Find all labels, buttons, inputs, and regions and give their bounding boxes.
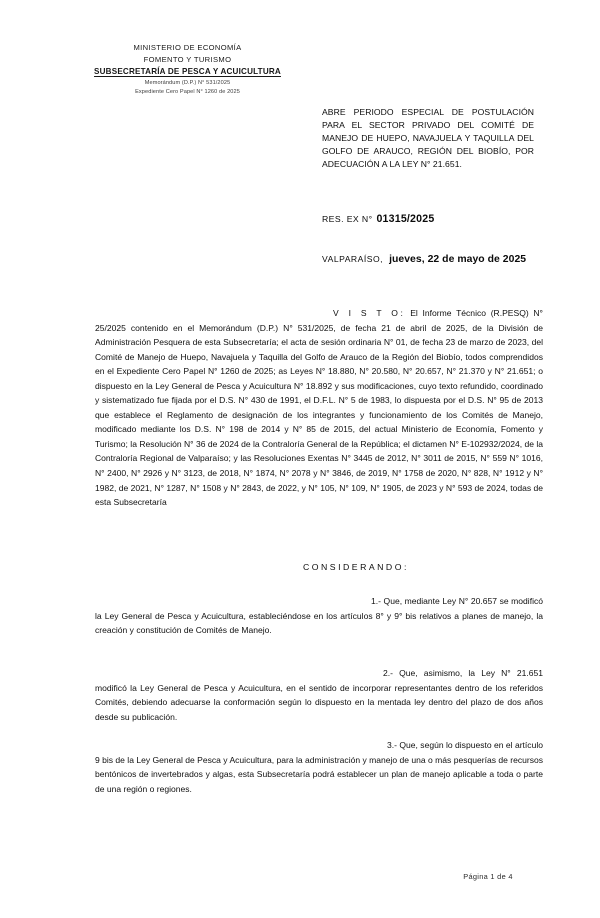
issue-date: jueves, 22 de mayo de 2025 — [389, 254, 527, 265]
considerando-item-1 — [95, 594, 543, 638]
considerando-heading: CONSIDERANDO: — [303, 562, 409, 572]
page-footer — [0, 872, 600, 881]
resolution-label: RES. EX N° — [322, 214, 373, 224]
visto-text: El Informe Técnico (R.PESQ) N° 25/2025 contenido en el Memorándum (D.P.) N° 531/2025, de fecha 21 de abril de 2025, de la División de Administración Pesquera de esta Subsecretaría; el acta de sesión ordinaria N° 01, de fecha 23 de marzo de 2023, del Comité de Manejo de Huepo, Navajuela y Taquilla del Golfo de Arauco de la Región del Biobío, todos comprendidos en el Expediente Cero Papel N° 1260 de 2025; as Leyes N° 18.880, N° 20.580, N° 20.657, N° 21.370 y N° 21.651; o dispuesto en la Ley General de Pesca y Acuicultura N° 18.892 y sus modificaciones, cuyo texto refundido, coordinado y sistematizado fue fijada por el D.S. N° 430 de 1991, el D.F.L. N° 5 de 1983, lo dispuesta por el D.S. N° 95 de 2013 que establece el Reglamento de designación de los integrantes y funcionamiento de los Comités de Manejo, modificado mediante los D.S. N° 198 de 2014 y N° 85 de 2015, del actual Ministerio de Economía, Fomento y Turismo; la Resolución N° 36 de 2024 de la Contraloría General de la República; el dictamen N° E-102932/2024, de la Contraloría Regional de Valparaíso; y las Resoluciones Exentas N° 3445 de 2012, N° 3011 de 2015, N° 559 N° 1016, N° 2400, N° 2926 y N° 3123, de 2018, N° 1874, N° 2078 y N° 3846, de 2019, N° 1758 de 2020, N° 828, N° 1912 y N° 1982, de 2021, N° 1287, N° 1508 y N° 2843, de 2022, y N° 105, N° 109, N° 1905, de 2023 y N° 593 de 2024, todas de esta Subsecretaría — [95, 308, 543, 508]
subject-block: ABRE PERIODO ESPECIAL DE POSTULACIÓN PARA EL SECTOR PRIVADO DEL COMITÉ DE MANEJO DE HUEPO, NAVAJUELA Y TAQUILLA DEL GOLFO DE ARAUCO, REGIÓN DEL BIOBÍO, POR ADECUACIÓN A LA LEY N° 21.651. — [322, 107, 534, 170]
letterhead — [70, 42, 305, 96]
considerando-3-number: 3.- — [387, 740, 397, 750]
ministry-line-2: FOMENTO Y TURISMO — [143, 54, 232, 64]
considerando-3-text: Que, según lo dispuesto en el artículo 9 bis de la Ley General de Pesca y Acuicultura, para la administración y manejo de una o más pesquerías de recursos bentónicos de invertebrados y algas, esta Subsecretaría podrá establecer un plan de manejo aplicable a toda o parte de una región o regiones. — [95, 740, 544, 794]
agency-name: SUBSECRETARÍA DE PESCA Y ACUICULTURA — [94, 66, 281, 76]
considerando-item-3 — [95, 738, 543, 796]
considerando-1-text: Que, mediante Ley N° 20.657 se modificó la Ley General de Pesca y Acuicultura, estableciéndose en los artículos 8° y 9° bis relativos a planes de manejo, la creación y constitución de Comités de Manejo. — [95, 596, 543, 636]
considerando-2-number: 2.- — [383, 668, 393, 678]
ministry-line-1: MINISTERIO DE ECONOMÍA — [133, 43, 242, 52]
considerando-2-text: Que, asimismo, la Ley N° 21.651 modificó la Ley General de Pesca y Acuicultura, en el sentido de incorporar representantes dentro de los referidos Comités, debiendo adecuarse la conformación según lo dispuesto en la mentada ley dentro del plazo de dos años desde su publicación. — [95, 668, 543, 722]
issue-place: VALPARAÍSO, — [322, 254, 384, 264]
page-number: Página 1 de 4 — [463, 872, 513, 881]
considerando-item-2 — [95, 666, 543, 724]
visto-label: V I S T O: — [333, 308, 406, 318]
considerando-1-number: 1.- — [371, 596, 381, 606]
visto-paragraph — [95, 306, 543, 510]
resolution-line — [322, 213, 434, 225]
file-reference: Expediente Cero Papel N° 1260 de 2025 — [135, 88, 240, 95]
resolution-number: 01315/2025 — [376, 213, 435, 225]
place-date-line — [322, 254, 526, 265]
memo-reference: Memorándum (D.P.) N° 531/2025 — [144, 80, 231, 86]
